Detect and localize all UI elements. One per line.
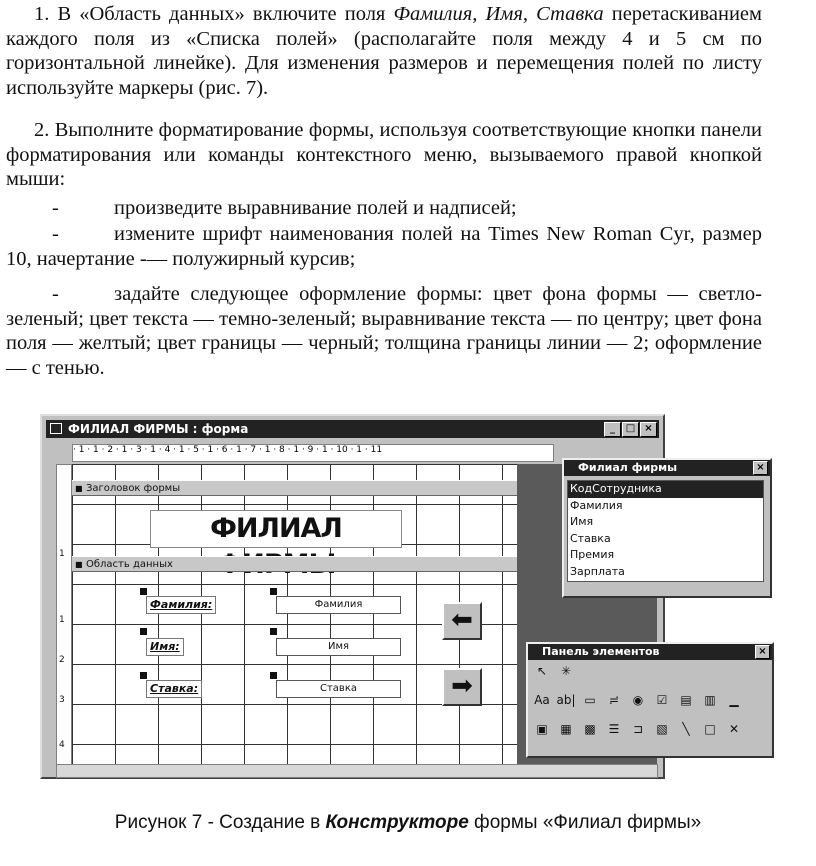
caption-start: Рисунок 7 - Создание в — [114, 812, 326, 833]
toolbox-row-3 — [528, 718, 772, 747]
unbound-frame-icon[interactable]: ▦ — [560, 722, 572, 736]
close-icon[interactable]: × — [755, 645, 770, 659]
data-section-bar[interactable]: ■ Область данных — [72, 556, 517, 572]
listbox-tool-icon[interactable]: ▥ — [704, 693, 716, 707]
form-title-label[interactable]: ФИЛИАЛ — [150, 510, 402, 548]
paragraph-2: 2. Выполните форматирование формы, используя соответствующие кнопки панели форматирования или команды контекстного меню, вызываемого правой кнопкой мыши: — [6, 119, 762, 191]
paragraph-1-start: 1. В «Область данных» включите поля — [34, 3, 394, 25]
bullet-1-text: произведите выравнивание полей и надписей; — [114, 197, 517, 219]
bullet-3-text: задайте следующее оформление формы: цвет фона формы — светло-зеленый; цвет текста — темно-зеленый; выравнивание текста — по центру; цвет фона поля — желтый; цвет границы — черный; толщина границы линии — 2; оформление — с тенью. — [6, 283, 762, 379]
toolbox-title: Панель элементов — [542, 645, 660, 658]
horizontal-ruler: · 1 · 1 · 2 · 1 · 3 · 1 · 4 · 1 · 5 · 1 · 6 · 1 · 7 · 1 · 8 · 1 · 9 · 1 · 10 · 1 · 11 — [72, 444, 554, 462]
caption-bold: Конструкторе — [325, 812, 469, 833]
bullet-2-text: измените шрифт наименования полей на Times New Roman Cyr, размер 10, начертание -— полужирный курсив; — [6, 223, 762, 270]
figure-form-designer — [40, 414, 767, 784]
vruler-mark: 4 — [59, 740, 65, 750]
list-item[interactable]: КодСотрудника — [568, 481, 763, 498]
field-surname[interactable]: Фамилия — [276, 596, 401, 614]
list-item[interactable]: Фамилия — [570, 498, 623, 512]
toolbox-row-1 — [528, 660, 772, 689]
vruler-mark: 2 — [59, 655, 65, 665]
vruler-mark: 1 — [59, 615, 65, 625]
tab-control-icon[interactable]: ⊐ — [632, 722, 644, 736]
form-icon — [50, 423, 62, 434]
label-surname[interactable]: Фамилия: — [146, 596, 216, 614]
rectangle-tool-icon[interactable]: □ — [704, 722, 716, 736]
list-item[interactable]: Зарплата — [570, 564, 625, 578]
line-tool-icon[interactable]: ╲ — [682, 722, 690, 736]
vruler-mark: 1 — [59, 549, 65, 559]
field-rate[interactable]: Ставка — [276, 680, 401, 698]
label-tool-icon[interactable]: Aa — [534, 693, 550, 707]
field-list-title: Филиал фирмы — [578, 461, 678, 474]
button-tool-icon[interactable]: ▁ — [729, 693, 739, 707]
bullet-2 — [6, 222, 762, 271]
figure-caption — [0, 812, 816, 834]
window-title: ФИЛИАЛ ФИРМЫ : форма — [68, 422, 249, 436]
move-handle[interactable] — [270, 672, 277, 679]
field-list-panel — [562, 458, 772, 598]
arrow-left-icon[interactable]: ⬅ — [442, 602, 482, 640]
field-list — [567, 480, 764, 582]
bullet-dash: - — [52, 223, 59, 245]
field-names: Фамилия, Имя, Ставка — [393, 3, 604, 25]
bullet-3 — [6, 282, 762, 380]
bullet-1 — [6, 196, 762, 221]
label-rate[interactable]: Ставка: — [146, 680, 202, 698]
vertical-ruler — [56, 464, 72, 771]
label-name[interactable]: Имя: — [146, 638, 184, 656]
toolbox-titlebar — [528, 644, 772, 660]
minimize-button[interactable]: _ — [604, 422, 621, 437]
maximize-button[interactable]: □ — [622, 422, 639, 437]
toolbox-row-2 — [528, 689, 772, 718]
toolbox-panel — [526, 642, 774, 758]
wizard-icon[interactable]: ✳ — [560, 664, 572, 678]
bullet-dash: - — [52, 197, 59, 219]
arrow-right-icon[interactable]: ➡ — [442, 668, 482, 706]
image-tool-icon[interactable]: ▣ — [536, 722, 548, 736]
group-tool-icon[interactable]: ▭ — [584, 693, 596, 707]
paragraph-1 — [6, 2, 762, 100]
checkbox-tool-icon[interactable]: ☑ — [656, 693, 668, 707]
toggle-tool-icon[interactable]: ≓ — [608, 693, 620, 707]
paragraph-1-end: перетаскиванием каждого поля из «Списка полей» (располагайте поля между 4 и 5 см по горизонтальной линейке). Для изменения размеров и перемещения полей по листу используйте маркеры (рис. 7). — [6, 3, 763, 99]
list-item[interactable]: Ставка — [570, 531, 611, 545]
close-icon[interactable]: × — [753, 461, 768, 475]
page-break-icon[interactable]: ☰ — [608, 722, 620, 736]
textbox-tool-icon[interactable]: ab| — [556, 693, 576, 707]
more-controls-icon[interactable]: ✕ — [728, 722, 740, 736]
move-handle[interactable] — [270, 588, 277, 595]
bound-frame-icon[interactable]: ▩ — [584, 722, 596, 736]
bullet-dash: - — [52, 283, 59, 305]
move-handle[interactable] — [140, 672, 147, 679]
select-pointer-icon[interactable]: ↖ — [536, 664, 548, 678]
caption-end: формы «Филиал фирмы» — [468, 812, 702, 833]
close-button[interactable]: × — [640, 422, 657, 437]
move-handle[interactable] — [140, 628, 147, 635]
field-list-titlebar — [564, 460, 770, 476]
form-window-titlebar — [46, 420, 659, 438]
combobox-tool-icon[interactable]: ▤ — [680, 693, 692, 707]
vruler-mark: 3 — [59, 695, 65, 705]
move-handle[interactable] — [140, 588, 147, 595]
horizontal-scrollbar[interactable] — [56, 764, 658, 778]
field-name[interactable]: Имя — [276, 638, 401, 656]
list-item[interactable]: Премия — [570, 548, 615, 561]
subform-icon[interactable]: ▧ — [656, 722, 668, 736]
move-handle[interactable] — [270, 628, 277, 635]
header-section-bar[interactable]: ■ Заголовок формы — [72, 480, 517, 496]
list-item[interactable]: Имя — [570, 515, 594, 528]
radio-tool-icon[interactable]: ◉ — [632, 693, 644, 707]
